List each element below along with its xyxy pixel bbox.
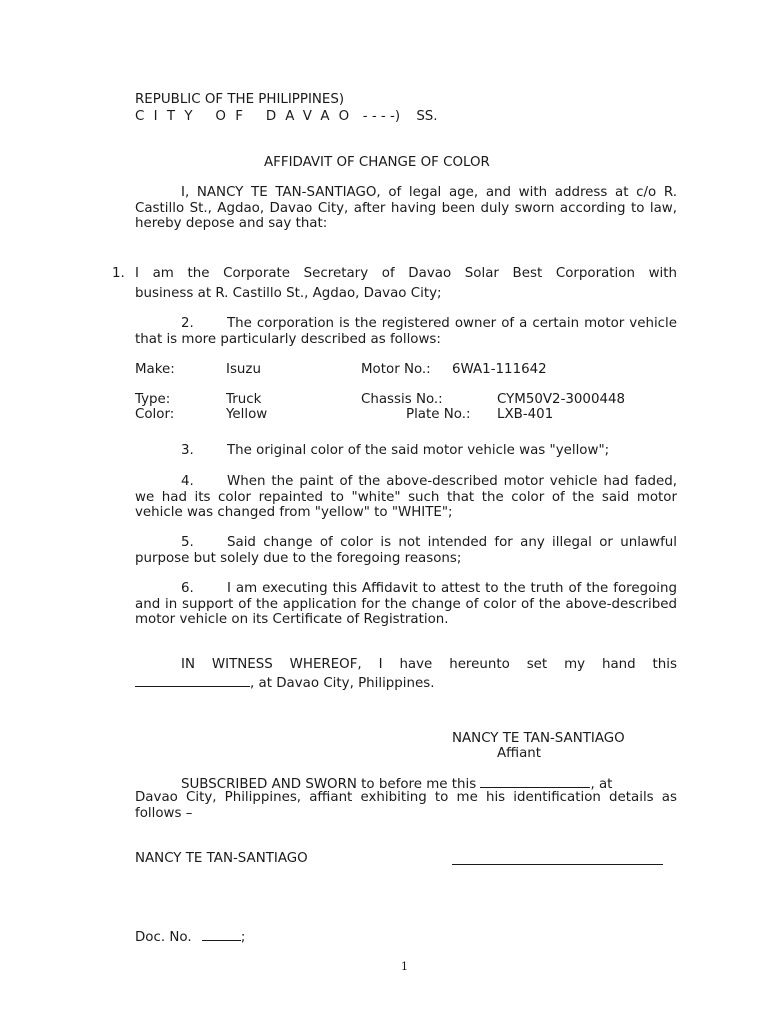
- item-3-number: 3.: [181, 443, 194, 458]
- header-dashes: - - - -): [358, 109, 401, 124]
- item-4-number: 4.: [181, 474, 194, 489]
- doc-number-blank: [202, 927, 241, 941]
- witness-line-1: IN WITNESS WHEREOF, I have hereunto set my hand this: [181, 657, 677, 672]
- affiant-label: Affiant: [497, 746, 542, 761]
- page-number: 1: [401, 960, 408, 973]
- plate-label: Plate No.:: [406, 407, 471, 422]
- item-1-line-2: business at R. Castillo St., Agdao, Davao City;: [135, 286, 442, 301]
- color-value: Yellow: [226, 407, 268, 422]
- subscribed-date-blank: [480, 774, 590, 788]
- type-value: Truck: [226, 392, 262, 407]
- subscribed-rest: Davao City, Philippines, affiant exhibiting to me his identification details as follows –: [135, 790, 677, 821]
- chassis-value: CYM50V2-3000448: [497, 392, 626, 407]
- header-city-line: [135, 109, 438, 125]
- doc-suffix: ;: [240, 930, 246, 945]
- motor-label: Motor No.:: [361, 362, 431, 377]
- item-2-paragraph: [135, 316, 677, 347]
- item-6-text: I am executing this Affidavit to attest to the truth of the foregoing and in support of the application for the change of color of the above-described motor vehicle on its Certificate of Registration.: [135, 581, 677, 627]
- witness-date-blank: [135, 673, 250, 687]
- item-5-number: 5.: [181, 535, 194, 550]
- item-1-line-1: I am the Corporate Secretary of Davao Solar Best Corporation with: [135, 266, 677, 281]
- header-republic: REPUBLIC OF THE PHILIPPINES): [135, 92, 345, 107]
- type-label: Type:: [135, 392, 171, 407]
- header-ss: SS.: [416, 109, 438, 124]
- subscribed-post: , at: [590, 777, 613, 792]
- id-details-blank: [452, 851, 663, 865]
- item-4-paragraph: [135, 474, 677, 521]
- header-city: CITY OF DAVAO: [135, 109, 359, 124]
- item-2-number: 2.: [181, 316, 194, 331]
- item-3-paragraph: [181, 443, 609, 459]
- item-6-paragraph: [135, 581, 677, 628]
- doc-label: Doc. No.: [135, 930, 192, 945]
- chassis-label: Chassis No.:: [361, 392, 443, 407]
- item-1-number: 1.: [112, 266, 125, 281]
- item-5-paragraph: [135, 535, 677, 566]
- intro-paragraph: I, NANCY TE TAN-SANTIAGO, of legal age, and with address at c/o R. Castillo St., Agdao, Davao City, after having been duly sworn according to law, hereby depose and say that:: [135, 185, 677, 231]
- plate-value: LXB-401: [497, 407, 554, 422]
- item-2-text: The corporation is the registered owner of a certain motor vehicle that is more particularly described as follows:: [135, 316, 677, 347]
- subscribed-pre: SUBSCRIBED AND SWORN to before me this: [181, 777, 477, 792]
- motor-value: 6WA1-111642: [452, 362, 547, 377]
- document-title: AFFIDAVIT OF CHANGE OF COLOR: [264, 155, 490, 170]
- affiant-name: NANCY TE TAN-SANTIAGO: [452, 731, 625, 746]
- witness-line-2: [135, 673, 434, 692]
- make-label: Make:: [135, 362, 175, 377]
- item-4-text: When the paint of the above-described motor vehicle had faded, we had its color repainted to "white" such that the color of the said motor vehicle was changed from "yellow" to "WHITE";: [135, 474, 677, 520]
- color-label: Color:: [135, 407, 175, 422]
- item-5-text: Said change of color is not intended for any illegal or unlawful purpose but solely due to the foregoing reasons;: [135, 535, 677, 566]
- id-details-line: [452, 851, 663, 870]
- id-name: NANCY TE TAN-SANTIAGO: [135, 851, 308, 866]
- doc-number-line: [135, 927, 245, 946]
- make-value: Isuzu: [226, 362, 261, 377]
- witness-rest: , at Davao City, Philippines.: [250, 676, 435, 691]
- item-6-number: 6.: [181, 581, 194, 596]
- item-3-text: The original color of the said motor vehicle was "yellow";: [227, 443, 610, 458]
